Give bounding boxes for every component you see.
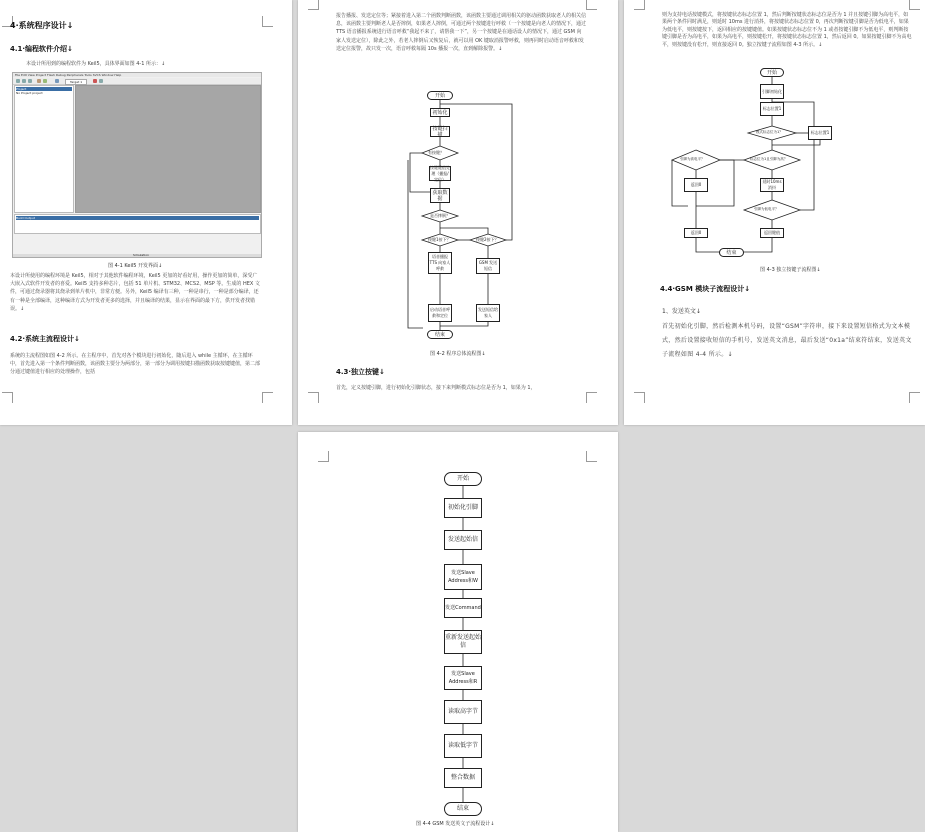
document-page-1 [0, 0, 292, 425]
gsm-flow-node-9[interactable]: 读取低字节 [444, 734, 482, 758]
gsm-flow-node-4[interactable]: 发送Slave Address和W [444, 564, 482, 590]
flow-node-alarm[interactable]: 启动语音呼救和定位 [428, 304, 452, 322]
figure-caption-4-3[interactable]: 图 4-3 独立按键子流程图↓ [760, 267, 821, 273]
toolbar-cut-icon [37, 79, 41, 83]
key-flow-return-key[interactable]: 返回键值 [760, 228, 784, 238]
key-flow-set-flag[interactable]: 标志位置1 [808, 126, 832, 140]
flow-node-get-data[interactable]: 获取数据 [430, 188, 450, 203]
key-flow-return-0-a[interactable]: 返回0 [684, 178, 708, 192]
ide-project-item: No Project project [16, 91, 43, 95]
ide-project-panel-header: Project [16, 87, 72, 91]
key-decision-mode[interactable]: 模式标志位为1？ [756, 130, 783, 134]
key-decision-high[interactable]: 引脚为高电平？ [680, 157, 705, 161]
flow-node-end[interactable]: 结束 [427, 330, 453, 339]
paragraph-4-1[interactable]: 本设计所用到的编程软件为 Keil5，具体界面如图 4-1 所示：↓ [26, 61, 166, 67]
flow-node-gsm[interactable]: GSM 发送短信 [476, 258, 500, 274]
paragraph-flow-description[interactable]: 报告播报、发送定位等；紧接着进入第二个函数判断函数，该函数主要通过调用相关的驱动函数获取老人的相关信息，该函数主要判断老人是否摔倒，如果老人摔倒，可通过两个按键进行呼救（一个按键是向老人的情况下，通过 TTS 语音播报系统进行语音呼救“我起不来了，请帮我一下”，另一个按键是在通话设人的情况下，通过 GSM 向家人发送定位），除此之外，若老人摔倒后又恢复后，就可以用 OK 键取消报警呼救，则再同时启动语音呼救和发送定位报警，故只发一次，语音呼救每隔 10s 播报一次，直到解除报警。↓ [336, 13, 587, 52]
document-page-3 [624, 0, 925, 425]
ide-toolbar [13, 78, 261, 85]
ide-project-panel [14, 85, 74, 213]
paragraph-keil[interactable]: 本设计所使用的编程环境是 Keil5，相对于其他软件编程环境，Keil5 更加的好看好用，操作更加的简单，深受广大嵌入式软件开发者的喜爱。Keil5 支持多种芯片，包括 51 单片机、STM32、MCS2、MSP 等。生成的 HEX 文件，可通过烧录器将其烧录到单片机中，非常方便。另外，Keil5 编译有三种，一种是串行，一种是部分编译，还有一种是全部编译，这种编译方式为开发者更多的选择，并且编译的结果，显示在界面的最下方，供开发者找错误。↓ [10, 273, 260, 312]
key-flow-delay[interactable]: 延时10ms消抖 [760, 178, 784, 192]
key-flow-start[interactable]: 开始 [760, 68, 784, 77]
gsm-flow-node-8[interactable]: 读取高字节 [444, 700, 482, 724]
list-item-1[interactable]: 1、发送英文↓ [662, 308, 701, 315]
figure-caption-4-1[interactable]: 图 4-1 Keil5 开发界面↓ [108, 263, 163, 269]
paragraph-4-3[interactable]: 首先，定义按键引脚，进行初始化引脚状态，接下来判断模式标志位是否为 1，如果为 1， [336, 385, 536, 391]
key-flow-end[interactable]: 结束 [719, 248, 744, 257]
toolbar-copy-icon [43, 79, 47, 83]
gsm-flow-node-10[interactable]: 整合数据 [444, 768, 482, 788]
flow-decision-key[interactable]: 有按键？ [428, 150, 444, 155]
figure-caption-4-4[interactable]: 图 4-4 GSM 发送英文子流程设计↓ [416, 821, 495, 827]
flow-node-key-scan[interactable]: 按键扫描 [430, 126, 450, 137]
section-heading-4-3[interactable]: 4.3·独立按键↓ [336, 368, 385, 376]
flow-decision-key2[interactable]: 按键2按下？ [476, 237, 499, 242]
keil-ide-screenshot [12, 72, 262, 258]
crop-mark-bottom-left [2, 392, 13, 403]
key-decision-low[interactable]: 引脚为低电平？ [754, 207, 779, 211]
flow-node-init[interactable]: 初始化 [430, 108, 450, 117]
toolbar-build-icon [55, 79, 59, 83]
key-decision-condition[interactable]: 标志位为1且引脚为高？ [750, 157, 788, 161]
document-page-2 [298, 0, 618, 425]
ide-build-output [14, 214, 261, 234]
ide-editor-area [75, 85, 261, 213]
crop-mark-bottom-right [262, 392, 273, 403]
crop-mark-top-right [262, 16, 273, 27]
section-heading-4-4[interactable]: 4.4·GSM 模块子流程设计↓ [660, 285, 751, 293]
toolbar-debug-icon [93, 79, 97, 83]
ide-menu-bar: File Edit View Project Flash Debug Peripherals Tools SVCS Window Help [13, 73, 261, 77]
gsm-flow-node-7[interactable]: 发送Slave Address和R [444, 666, 482, 690]
document-page-4 [298, 432, 618, 832]
toolbar-save-icon [28, 79, 32, 83]
gsm-flow-node-1[interactable]: 开始 [444, 472, 482, 486]
gsm-flow-node-5[interactable]: 发送Command [444, 598, 482, 618]
flow-node-start[interactable]: 开始 [427, 91, 453, 100]
gsm-flow-node-11[interactable]: 结束 [444, 802, 482, 816]
figure-caption-4-2[interactable]: 图 4-2 程序总体流程图↓ [430, 351, 486, 357]
gsm-flow-node-3[interactable]: 发送起始信 [444, 530, 482, 550]
toolbar-open-icon [22, 79, 26, 83]
paragraph-key-description[interactable]: 则为支持电话按键模式，将按键状态标志位置 1，然后判断按键状态标志位是否为 1 并且按键引脚为高电平，如果两个条件同时满足，则延时 10ms 进行消抖，将按键状态标志位置 0，再次判断按键引脚是否为低电平，如果为低电平，则按键按下，返回相应的按键键值。如果按键状态标志位不为 1 或者按键引脚不为低电平，则判断按键引脚是否为高电平，如果为高电平，则按键松开，将按键状态标志位置 1，然后返回 0。如果按键引脚不为高电平，则按键没有松开，则直接返回 0。独立按键子流程如图 4-3 所示。↓ [662, 12, 912, 48]
flow-node-tts[interactable]: 语音播报 TTS 向家人呼救 [428, 252, 452, 274]
toolbar-options-icon [99, 79, 103, 83]
flow-node-key-process[interactable]: 按键键值处理（播报/定位） [430, 164, 450, 182]
ide-status-text: Simulation [133, 253, 149, 257]
gsm-flow-node-2[interactable]: 初始化引脚 [444, 498, 482, 518]
section-heading-4-1[interactable]: 4.1·编程软件介绍↓ [10, 45, 73, 53]
ide-target-select: Target 1 [65, 79, 87, 85]
decision-shapes [298, 0, 618, 425]
key-flow-init[interactable]: 引脚初始化 [760, 84, 784, 99]
ide-output-header: Build Output [16, 216, 259, 220]
flow-node-send-sms[interactable]: 发送短信给家人 [476, 304, 500, 322]
chapter-heading[interactable]: 4·系统程序设计↓ [10, 21, 74, 30]
paragraph-4-4[interactable]: 首先初始化引脚，然后检测本机号码，设置“GSM”字符串，接下来设置短信格式为文本模式，然后设置接收短信的手机号，发送英文消息，最后发送“0x1a”结束符结束，发送英文子流程如图 4-4 所示。↓ [662, 323, 912, 358]
gsm-flow-node-6[interactable]: 重新发送起始信 [444, 630, 482, 654]
paragraph-4-2[interactable]: 系统的主流程图如图 4-2 所示。在主程序中，首先对各个模块进行初始化，随后进入 while 主循环，在主循环中，首先进入第一个条件判断函数，该函数主要分为两部分，第一部分为调用按键扫描函数获取按键键值，第二部分通过键值进行相应的处理操作，包括 [10, 353, 261, 376]
flow-decision-key1[interactable]: 按键1按下？ [428, 237, 451, 242]
ide-status-bar [13, 254, 261, 257]
toolbar-new-icon [16, 79, 20, 83]
section-heading-4-2[interactable]: 4.2·系统主流程设计↓ [10, 335, 80, 343]
key-flow-return-0-b[interactable]: 返回0 [684, 228, 708, 238]
key-flow-mode-check[interactable]: 标志位置1 [760, 102, 784, 116]
flow-decision-fall[interactable]: 是否摔倒？ [430, 213, 450, 218]
